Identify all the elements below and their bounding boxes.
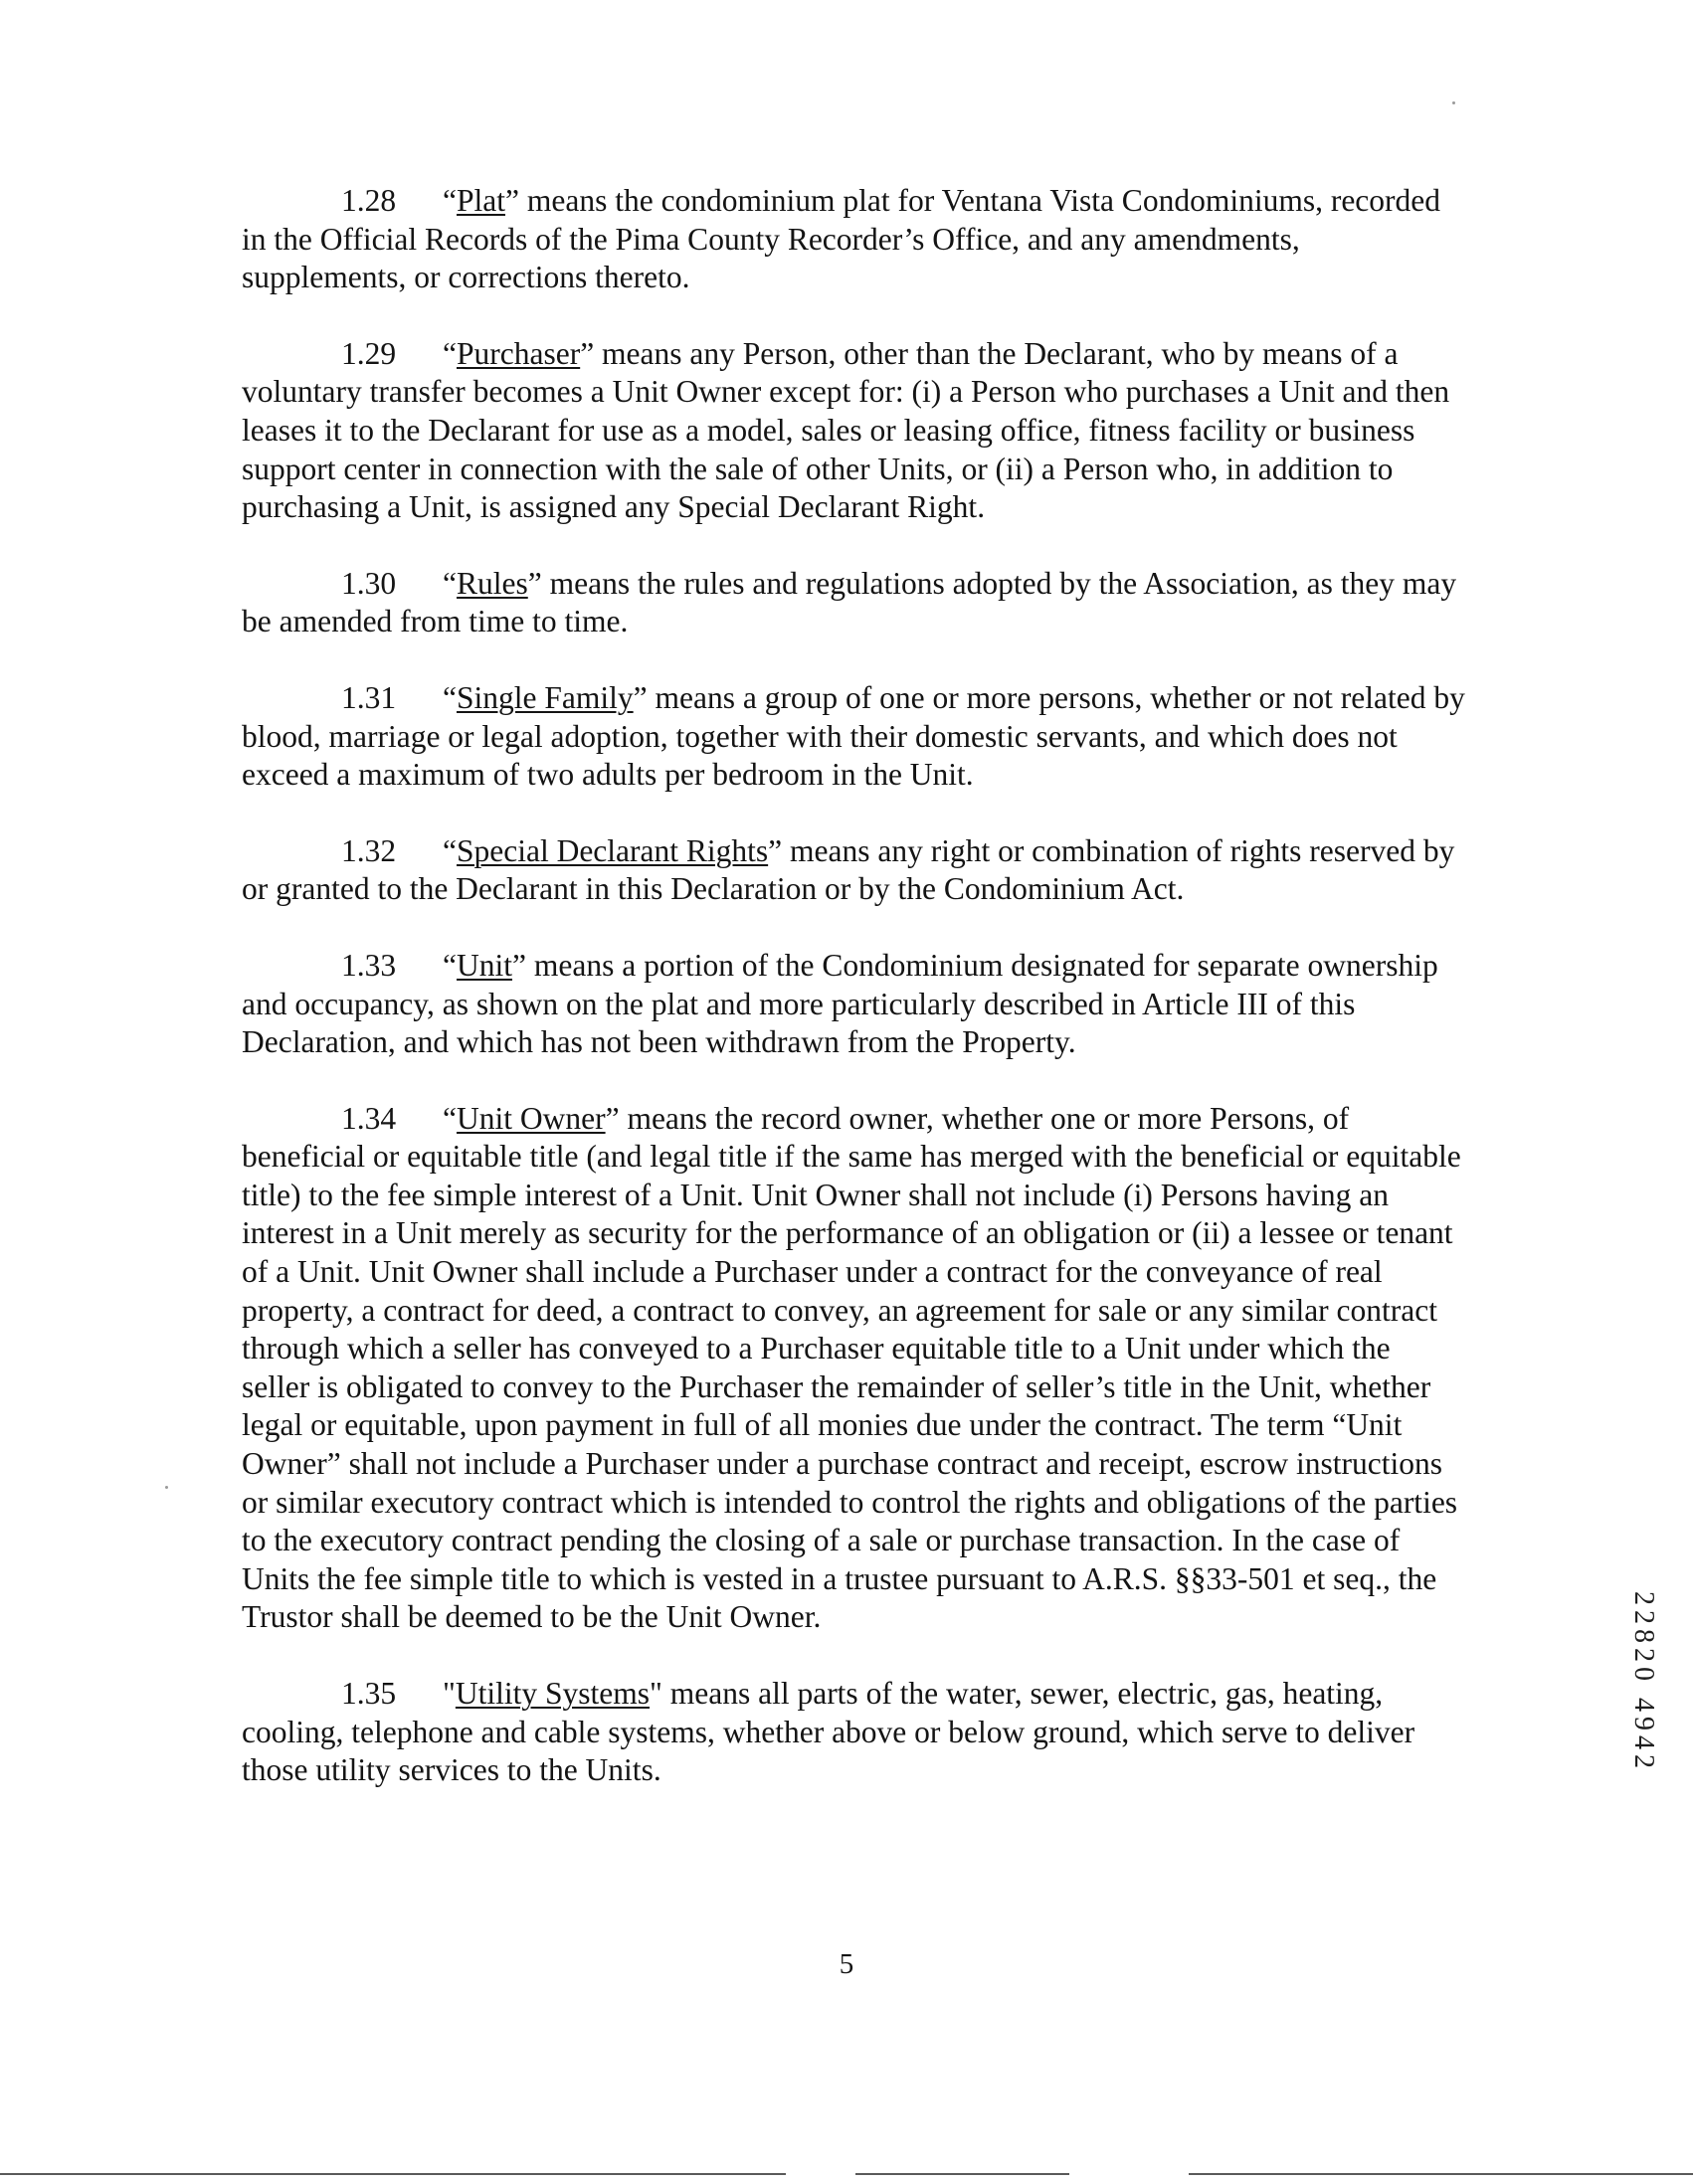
- section-1-29: [242, 335, 1465, 527]
- section-number: 1.35: [341, 1676, 397, 1711]
- section-1-28: [242, 182, 1465, 297]
- scan-edge-gap: [786, 2170, 855, 2176]
- section-number: 1.31: [341, 679, 397, 715]
- open-quote: “: [443, 335, 457, 371]
- defined-term: Plat: [456, 183, 505, 218]
- section-1-35: [242, 1675, 1465, 1790]
- open-quote: “: [443, 679, 457, 715]
- recorder-stamp: 22820 4942: [1628, 1591, 1659, 1773]
- section-1-32: [242, 832, 1465, 909]
- close-quote: ”: [633, 679, 648, 715]
- section-number: 1.29: [341, 335, 397, 371]
- page-number: 5: [839, 1948, 854, 1980]
- definitions-body: [242, 182, 1465, 1828]
- defined-term: Utility Systems: [455, 1676, 651, 1711]
- close-quote: ”: [768, 832, 783, 868]
- defined-term: Single Family: [456, 679, 634, 715]
- defined-term: Unit: [456, 947, 512, 983]
- close-quote: ”: [580, 335, 595, 371]
- defined-term: Rules: [456, 565, 528, 601]
- open-quote: “: [443, 947, 457, 983]
- section-number: 1.33: [341, 947, 397, 983]
- open-quote: “: [443, 832, 457, 868]
- scan-speck: [1452, 101, 1455, 104]
- section-1-34: [242, 1100, 1465, 1637]
- open-quote: “: [443, 1100, 457, 1136]
- section-1-31: [242, 679, 1465, 795]
- section-1-33: [242, 947, 1465, 1062]
- defined-term: Purchaser: [456, 335, 581, 371]
- section-number: 1.30: [341, 565, 397, 601]
- scan-speck: [165, 1486, 168, 1489]
- close-quote: ”: [505, 183, 519, 218]
- section-number: 1.32: [341, 832, 397, 868]
- scan-edge-gap: [1069, 2170, 1189, 2176]
- defined-term: Special Declarant Rights: [456, 832, 769, 868]
- open-quote: ": [443, 1676, 456, 1711]
- close-quote: ": [650, 1676, 662, 1711]
- close-quote: ”: [605, 1100, 620, 1136]
- definition-text: means the condominium plat for Ventana Vista Condominiums, recorded in the Official Records of the Pima County Recorder’s Office, and any amendments, supplements, or corrections thereto.: [242, 183, 1441, 295]
- section-1-30: [242, 565, 1465, 641]
- close-quote: ”: [512, 947, 526, 983]
- defined-term: Unit Owner: [456, 1100, 606, 1136]
- definition-text: means a portion of the Condominium designated for separate ownership and occupancy, as shown on the plat and more particularly described in Article III of this Declaration, and which has not been withdrawn from the Property.: [242, 947, 1438, 1060]
- open-quote: “: [443, 183, 457, 218]
- section-number: 1.34: [341, 1100, 397, 1136]
- definition-text: means all parts of the water, sewer, electric, gas, heating, cooling, telephone and cable systems, whether above or below ground, which serve to deliver those utility services to the Units.: [242, 1676, 1415, 1788]
- definition-text: means the record owner, whether one or more Persons, of beneficial or equitable title (and legal title if the same has merged with the beneficial or equitable title) to the fee simple interest of a Unit. Unit Owner shall not include (i) Persons having an interest in a Unit merely as security for the performance of an obligation or (ii) a lessee or tenant of a Unit. Unit Owner shall include a Purchaser under a contract for the conveyance of real property, a contract for deed, a contract to convey, an agreement for sale or any similar contract through which a seller has conveyed to a Purchaser equitable title to a Unit under which the seller is obligated to convey to the Purchaser the remainder of seller’s title in the Unit, whether legal or equitable, upon payment in full of all monies due under the contract. The term “Unit Owner” shall not include a Purchaser under a purchase contract and receipt, escrow instructions or similar executory contract which is intended to control the rights and obligations of the parties to the executory contract pending the closing of a sale or purchase transaction. In the case of Units the fee simple title to which is vested in a trustee pursuant to A.R.S. §§33-501 et seq., the Trustor shall be deemed to be the Unit Owner.: [242, 1100, 1461, 1635]
- definition-text: means the rules and regulations adopted by the Association, as they may be amended from time to time.: [242, 565, 1457, 639]
- definition-text: means any right or combination of rights reserved by or granted to the Declarant in this Declaration or by the Condominium Act.: [242, 832, 1455, 907]
- definition-text: means a group of one or more persons, whether or not related by blood, marriage or legal adoption, together with their domestic servants, and which does not exceed a maximum of two adults per bedroom in the Unit.: [242, 679, 1465, 793]
- section-number: 1.28: [341, 183, 397, 218]
- definition-text: means any Person, other than the Declarant, who by means of a voluntary transfer becomes a Unit Owner except for: (i) a Person who purchases a Unit and then leases it to the Declarant for use as a model, sales or leasing office, fitness facility or business support center in connection with the sale of other Units, or (ii) a Person who, in addition to purchasing a Unit, is assigned any Special Declarant Right.: [242, 335, 1450, 525]
- open-quote: “: [443, 565, 457, 601]
- close-quote: ”: [527, 565, 542, 601]
